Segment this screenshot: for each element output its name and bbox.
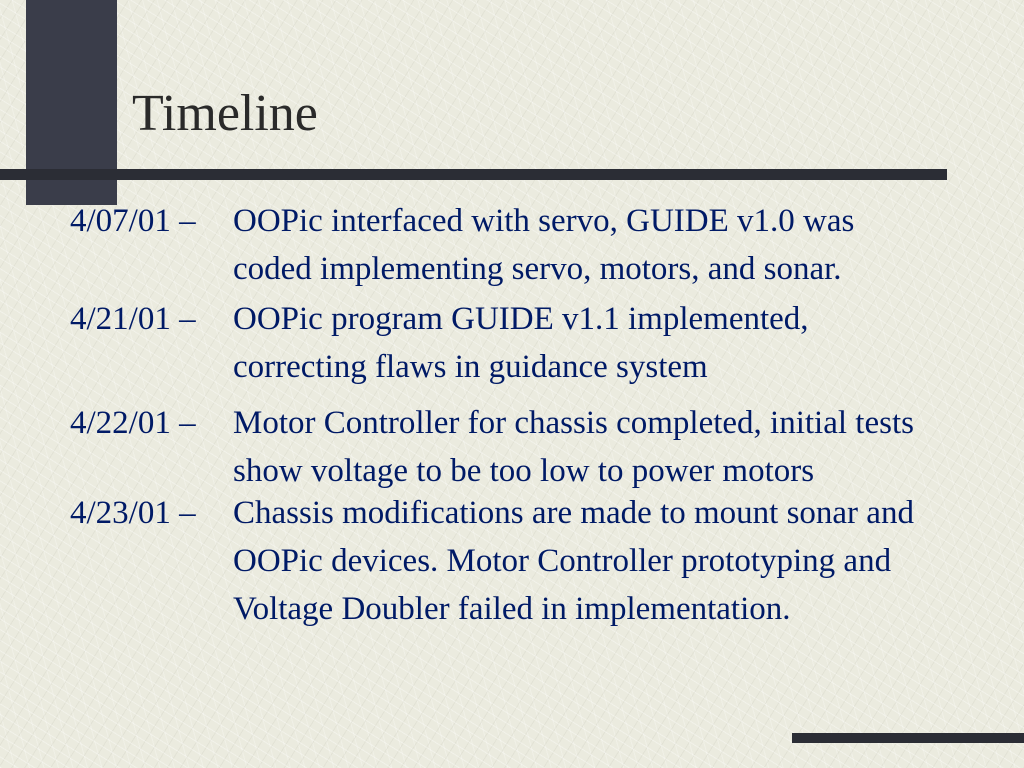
timeline-entry [70,295,933,391]
entry-text: Motor Controller for chassis completed, initial tests show voltage to be too low to power motors [233,405,914,489]
bottom-divider [792,733,1024,743]
entry-date: 4/22/01 – [70,405,196,441]
title-divider [0,169,947,180]
entry-text: OOPic interfaced with servo, GUIDE v1.0 was coded implementing servo, motors, and sonar. [233,203,855,287]
entry-text: Chassis modifications are made to mount sonar and OOPic devices. Motor Controller prototyping and Voltage Doubler failed in implementation. [233,495,914,627]
timeline-entry [70,399,978,495]
entry-date: 4/21/01 – [70,301,196,337]
slide-title: Timeline [132,85,318,142]
entry-date: 4/07/01 – [70,203,196,239]
timeline-entry [70,489,953,633]
timeline-entry [70,197,923,293]
entry-text: OOPic program GUIDE v1.1 implemented, correcting flaws in guidance system [233,301,809,385]
entry-date: 4/23/01 – [70,495,196,531]
timeline-list [70,197,1010,633]
